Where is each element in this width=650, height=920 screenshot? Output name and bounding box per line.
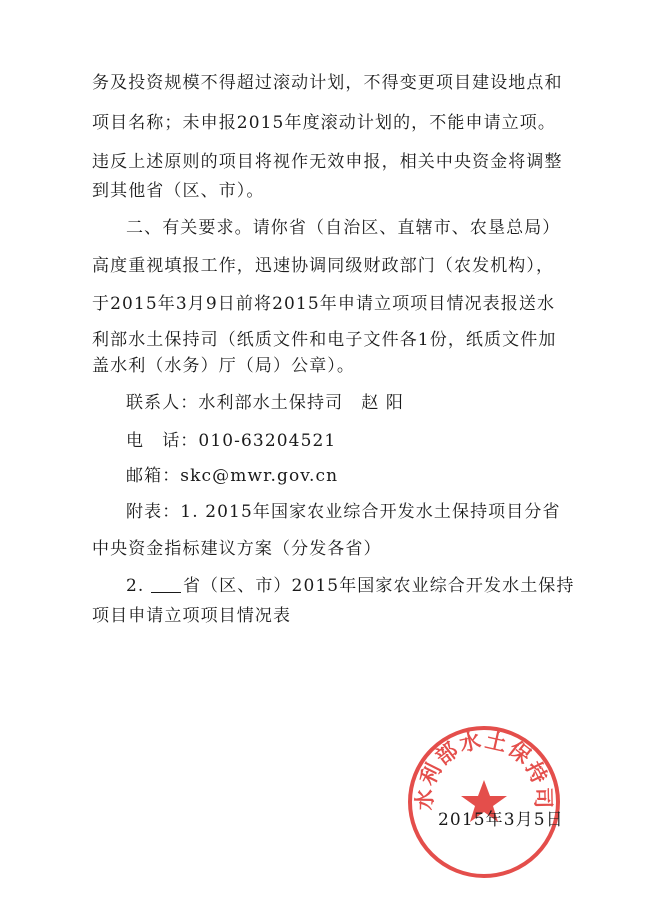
text-line: 到其他省（区、市）。	[92, 181, 265, 201]
text-line: 违反上述原则的项目将视作无效申报，相关中央资金将调整	[92, 152, 563, 172]
blank-underline	[151, 574, 181, 593]
text-line: 盖水利（水务）厅（局）公章）。	[92, 356, 355, 376]
text-line: 于2015年3月9日前将2015年申请立项项目情况表报送水	[92, 294, 556, 314]
text-line: 项目名称；未申报2015年度滚动计划的，不能申请立项。	[92, 113, 556, 133]
text-line: 务及投资规模不得超过滚动计划，不得变更项目建设地点和	[92, 73, 563, 93]
attachment-2-text: 省（区、市）2015年国家农业综合开发水土保持	[182, 576, 575, 596]
attachment-2-line	[126, 573, 575, 599]
contact-person: 联系人：水利部水土保持司 赵 阳	[126, 393, 405, 413]
document-date: 2015年3月5日	[438, 810, 564, 830]
text-line: 利部水土保持司（纸质文件和电子文件各1份，纸质文件加	[92, 330, 557, 350]
contact-email: 邮箱：skc@mwr.gov.cn	[126, 466, 339, 486]
attachment-2-line-cont: 项目申请立项项目情况表	[92, 606, 292, 626]
contact-phone: 电 话：010-63204521	[126, 431, 337, 451]
official-seal-stamp	[404, 722, 564, 882]
text-line: 高度重视填报工作，迅速协调同级财政部门（农发机构），	[92, 256, 555, 276]
attachment-1-line: 附表：1. 2015年国家农业综合开发水土保持项目分省	[126, 502, 561, 522]
section-heading-line: 二、有关要求。请你省（自治区、直辖市、农垦总局）	[126, 218, 561, 238]
attachment-2-number: 2.	[126, 576, 145, 596]
seal-text: 水利部水土保持司	[411, 726, 557, 811]
attachment-1-line-cont: 中央资金指标建议方案（分发各省）	[92, 539, 382, 559]
